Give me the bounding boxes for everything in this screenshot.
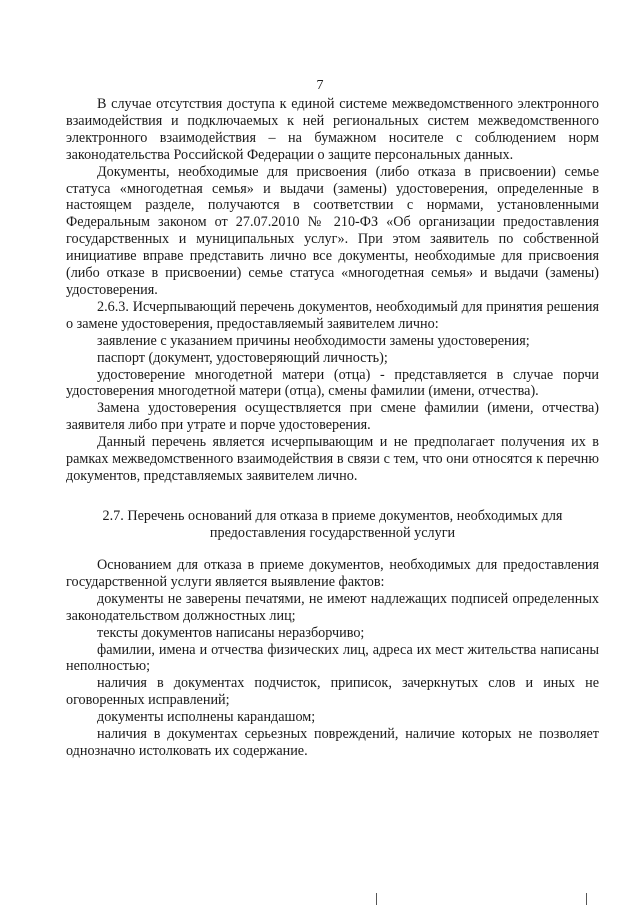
list-item: паспорт (документ, удостоверяющий личность);	[97, 349, 388, 366]
paragraph: Основанием для отказа в приеме документов, необходимых для предоставления государственной услуги является выявление фактов:	[66, 557, 599, 590]
heading-line: 2.7. Перечень оснований для отказа в приеме документов, необходимых для	[102, 508, 563, 524]
paragraph: Замена удостоверения осуществляется при смене фамилии (имени, отчества) заявителя либо при утрате и порче удостоверения.	[66, 400, 599, 434]
list-item: наличия в документах подчисток, приписок, зачеркнутых слов и иных не оговоренных исправлений;	[66, 675, 599, 709]
scan-artifact-line	[586, 893, 587, 905]
list-item: фамилии, имена и отчества физических лиц, адреса их мест жительства написаны неполностью;	[66, 641, 599, 675]
heading-line: предоставления государственной услуги	[209, 524, 456, 541]
list-item: заявление с указанием причины необходимости замены удостоверения;	[97, 332, 530, 349]
page-number: 7	[316, 78, 324, 93]
paragraph: 2.6.3. Исчерпывающий перечень документов, необходимый для принятия решения о замене удостоверения, предоставляемый заявителем лично:	[66, 298, 599, 332]
scan-artifact-line	[376, 893, 377, 905]
paragraph: Документы, необходимые для присвоения (либо отказа в присвоении) семье статуса «многодетная семья» и выдачи (замены) удостоверения, определенные в настоящем разделе, получаются в соответствии с нормами, установленными Федеральным законом от 27.07.2010 № 210-ФЗ «Об организации предоставления государственных и муниципальных услуг». При этом заявитель по собственной инициативе вправе представить лично все документы, необходимые для присвоения (либо отказе в присвоении) семье статуса «многодетная семья» и выдачи (замены) удостоверения.	[66, 163, 599, 298]
section-2-7-text	[66, 557, 599, 760]
list-item: документы не заверены печатями, не имеют надлежащих подписей определенных законодательством должностных лиц;	[66, 590, 599, 624]
paragraph: Данный перечень является исчерпывающим и не предполагает получения их в рамках межведомственного взаимодействия в связи с тем, что они относятся к перечню документов, представляемых заявителем лично.	[66, 434, 599, 484]
paragraph: В случае отсутствия доступа к единой системе межведомственного электронного взаимодействия и подключаемых к ней региональных систем межведомственного электронного взаимодействия – на бумажном носителе с соблюдением норм законодательства Российской Федерации о защите персональных данных.	[66, 96, 599, 163]
section-2-6-text	[66, 96, 599, 485]
list-item: документы исполнены карандашом;	[97, 709, 316, 726]
section-2-7-heading	[66, 508, 599, 542]
list-item: тексты документов написаны неразборчиво;	[97, 624, 365, 641]
list-item: удостоверение многодетной матери (отца) - представляется в случае порчи удостоверения многодетной матери (отца), смены фамилии (имени, отчества).	[66, 366, 599, 400]
list-item: наличия в документах серьезных повреждений, наличие которых не позволяет однозначно истолковать их содержание.	[66, 726, 599, 759]
